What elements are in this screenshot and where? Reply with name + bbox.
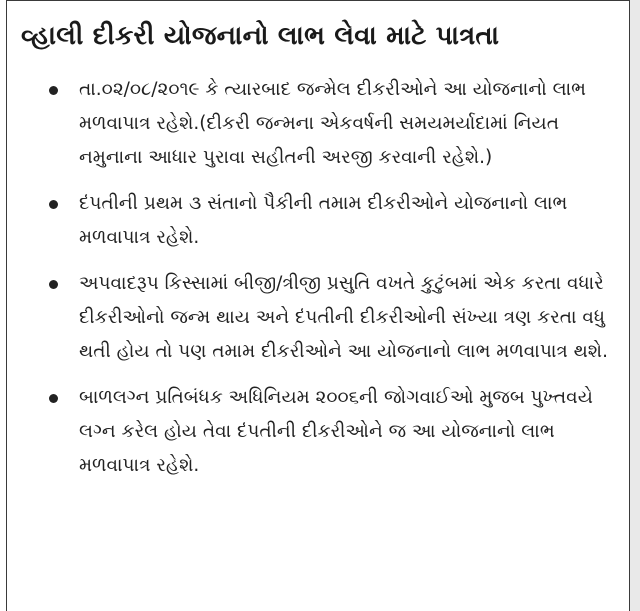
page-title: વ્હાલી દીકરી યોજનાનો લાભ લેવા માટે પાત્રતા bbox=[21, 21, 500, 51]
bullet-icon bbox=[49, 86, 58, 95]
list-item bbox=[7, 187, 617, 255]
list-item-text: તા.૦૨/૦૮/૨૦૧૯ કે ત્યારબાદ જન્મેલ દીકરીઓને આ યોજનાનો લાભ મળવાપાત્ર રહેશે.(દીકરી જન્મના એકવર્ષની સમયમર્યાદામાં નિયત નમુનાના આધાર પુરાવા સહીતની અરજી કરવાની રહેશે.) bbox=[79, 79, 586, 168]
list-item bbox=[7, 267, 617, 369]
bullet-icon bbox=[49, 200, 58, 209]
list-item-text: બાળલગ્ન પ્રતિબંધક અધિનિયમ ૨૦૦૬ની જોગવાઈઓ મુજબ પુખ્તવયે લગ્ન કરેલ હોય તેવા દંપતીની દીકરીઓને જ આ યોજનાનો લાભ મળવાપાત્ર રહેશે. bbox=[79, 387, 593, 476]
list-item bbox=[7, 381, 617, 483]
page-edge-shadow bbox=[630, 0, 640, 611]
bullet-icon bbox=[49, 394, 58, 403]
list-item-text: અપવાદરૂપ કિસ્સામાં બીજી/ત્રીજી પ્રસુતિ વખતે કુટુંબમાં એક કરતા વધારે દીકરીઓનો જન્મ થાય અને દંપતીની દીકરીઓની સંખ્યા ત્રણ કરતા વધુ થતી હોય તો પણ તમામ દીકરીઓને આ યોજનાનો લાભ મળવાપાત્ર થશે. bbox=[79, 273, 608, 362]
list-item-text: દંપતીની પ્રથમ ૩ સંતાનો પૈકીની તમામ દીકરીઓને યોજનાનો લાભ મળવાપાત્ર રહેશે. bbox=[79, 193, 568, 248]
document-panel bbox=[6, 0, 630, 611]
bullet-icon bbox=[49, 280, 58, 289]
eligibility-list bbox=[7, 73, 617, 495]
list-item bbox=[7, 73, 617, 175]
